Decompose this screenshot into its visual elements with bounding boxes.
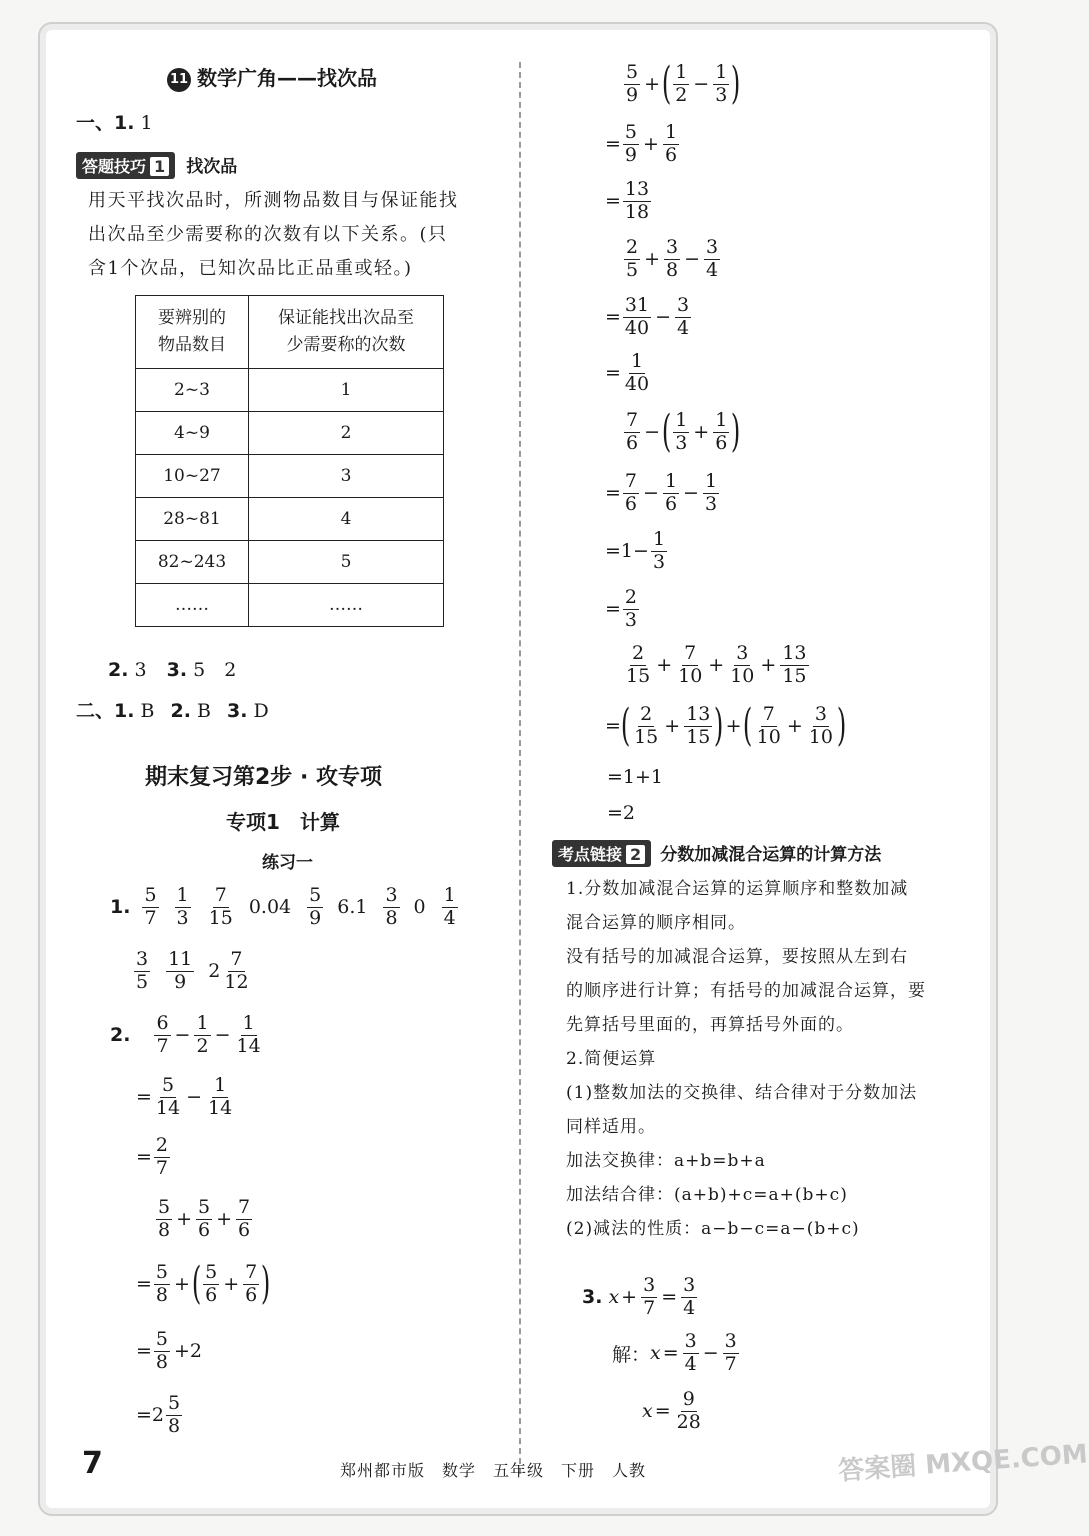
q3-result: x = $\frac{9}{28}$ (642, 1388, 701, 1433)
q2-expr1: 2. $\frac{6}{7}$ − $\frac{1}{2}$ − $\frac{1}{14}$ (110, 1012, 261, 1057)
answer-part2: 二、1. B 2. B 3. D (76, 700, 269, 722)
tip2-text: 1.分数加减混合运算的运算顺序和整数加减 混合运算的顺序相同。 没有括号的加减混合运算，要按照从左到右 的顺序进行计算；有括号的加减混合运算，要 先算括号里面的，再算括号外面的。 2.简便运算 (1)整数加法的交换律、结合律对于分数加法 同样适用。 加法交换律：a+b=b+a 加法结合律：(a+b)+c=a+(b+c) (2)减法的性质：a−b−c=a−(b+c) (566, 879, 926, 1239)
answer-part1-q2-q3: 2. 3 3. 5 2 (108, 659, 237, 681)
footer-info: 郑州都市版 数学 五年级 下册 人教 (340, 1461, 647, 1480)
table-row: 4~9 2 (136, 412, 444, 455)
tip1-badge: 答题技巧 1 (76, 152, 175, 179)
tip1-title: 找次品 (186, 157, 238, 177)
q2-step: = $\frac{7}{6}$ − $\frac{1}{6}$ − $\frac{1}{3}$ (605, 470, 718, 515)
q2-step: = $\frac{31}{40}$ − $\frac{3}{4}$ (605, 294, 690, 339)
q2-step: = $\frac{2}{7}$ (136, 1134, 169, 1179)
tip2-title: 分数加减混合运算的计算方法 (660, 845, 882, 865)
q2-expr3: $\frac{5}{9}$ + ( $\frac{1}{2}$ − $\frac{1}{3}$ ) (626, 58, 741, 109)
tip1-text: 用天平找次品时，所测物品数目与保证能找 出次品至少需要称的次数有以下关系。(只 含1个次品，已知次品比正品重或轻。) (88, 190, 459, 279)
section-number-badge: 11 (167, 68, 191, 92)
q2-step: = $\frac{5}{8}$ +2 (136, 1328, 203, 1373)
q2-step: = $\frac{5}{9}$ + $\frac{1}{6}$ (605, 121, 678, 166)
table-row: 82~243 5 (136, 541, 444, 584)
q2-step: =2 (607, 802, 636, 824)
q2-expr4: $\frac{2}{5}$ + $\frac{3}{8}$ − $\frac{3}{4}$ (626, 236, 719, 281)
table-header-cell: 要辨别的 物品数目 (136, 296, 249, 369)
q2-step: = $\frac{5}{14}$ − $\frac{1}{14}$ (136, 1074, 233, 1119)
tip2-badge: 考点链接 2 (552, 840, 651, 867)
q2-step: = $\frac{5}{8}$ + ( $\frac{5}{6}$ + $\frac{7}{6}$ ) (136, 1258, 271, 1309)
q2-step: =1+1 (607, 766, 664, 788)
q2-step: = ( $\frac{2}{15}$ + $\frac{13}{15}$ ) + ( $\frac{7}{10}$ + $\frac{3}{10}$ ) (605, 700, 847, 751)
page-number: 7 (82, 1446, 103, 1481)
q2-step: =2 $\frac{5}{8}$ (136, 1392, 181, 1437)
q1-answers-row1: 1. $\frac{5}{7}$ $\frac{1}{3}$ $\frac{7}{15}$ 0.04 $\frac{5}{9}$ 6.1 $\frac{3}{8}$ 0 $\frac{1}{4}$ (110, 884, 456, 929)
table-row: 10~27 3 (136, 455, 444, 498)
table-header-cell: 保证能找出次品至 少需要称的次数 (249, 296, 444, 369)
column-divider (519, 62, 521, 1474)
q1-answers-row2: $\frac{3}{5}$ $\frac{11}{9}$ 2 $\frac{7}{12}$ (136, 948, 249, 993)
q2-step: = $\frac{13}{18}$ (605, 178, 650, 223)
defective-search-table (135, 295, 444, 627)
tip2-header (552, 840, 881, 867)
table-row: 28~81 4 (136, 498, 444, 541)
q3-equation: 3. x + $\frac{3}{7}$ = $\frac{3}{4}$ (582, 1274, 696, 1319)
q2-expr2: $\frac{5}{8}$ + $\frac{5}{6}$ + $\frac{7}{6}$ (158, 1196, 251, 1241)
table-row: …… …… (136, 584, 444, 627)
q3-solution: 解： x = $\frac{3}{4}$ − $\frac{3}{7}$ (612, 1330, 737, 1375)
topic-title: 专项1 计算 (226, 810, 340, 834)
q2-expr6: $\frac{2}{15}$ + $\frac{7}{10}$ + $\frac{3}{10}$ + $\frac{13}{15}$ (626, 642, 807, 687)
q2-expr5: $\frac{7}{6}$ − ( $\frac{1}{3}$ + $\frac{1}{6}$ ) (626, 406, 741, 457)
section-title: 数学广角——找次品 (197, 66, 377, 90)
exercise-title: 练习一 (262, 853, 313, 873)
q2-step: =1− $\frac{1}{3}$ (605, 528, 666, 573)
table-row: 2~3 1 (136, 369, 444, 412)
q2-step: = $\frac{1}{40}$ (605, 350, 650, 395)
review-title: 期末复习第2步 · 攻专项 (145, 765, 382, 790)
tip1-header (76, 152, 237, 179)
answer-part1-q1: 一、1. 1 (76, 112, 153, 134)
section-heading (167, 62, 377, 92)
watermark-logo: 答案圈 MXQE.COM (837, 1439, 1089, 1487)
q2-step: = $\frac{2}{3}$ (605, 586, 638, 631)
